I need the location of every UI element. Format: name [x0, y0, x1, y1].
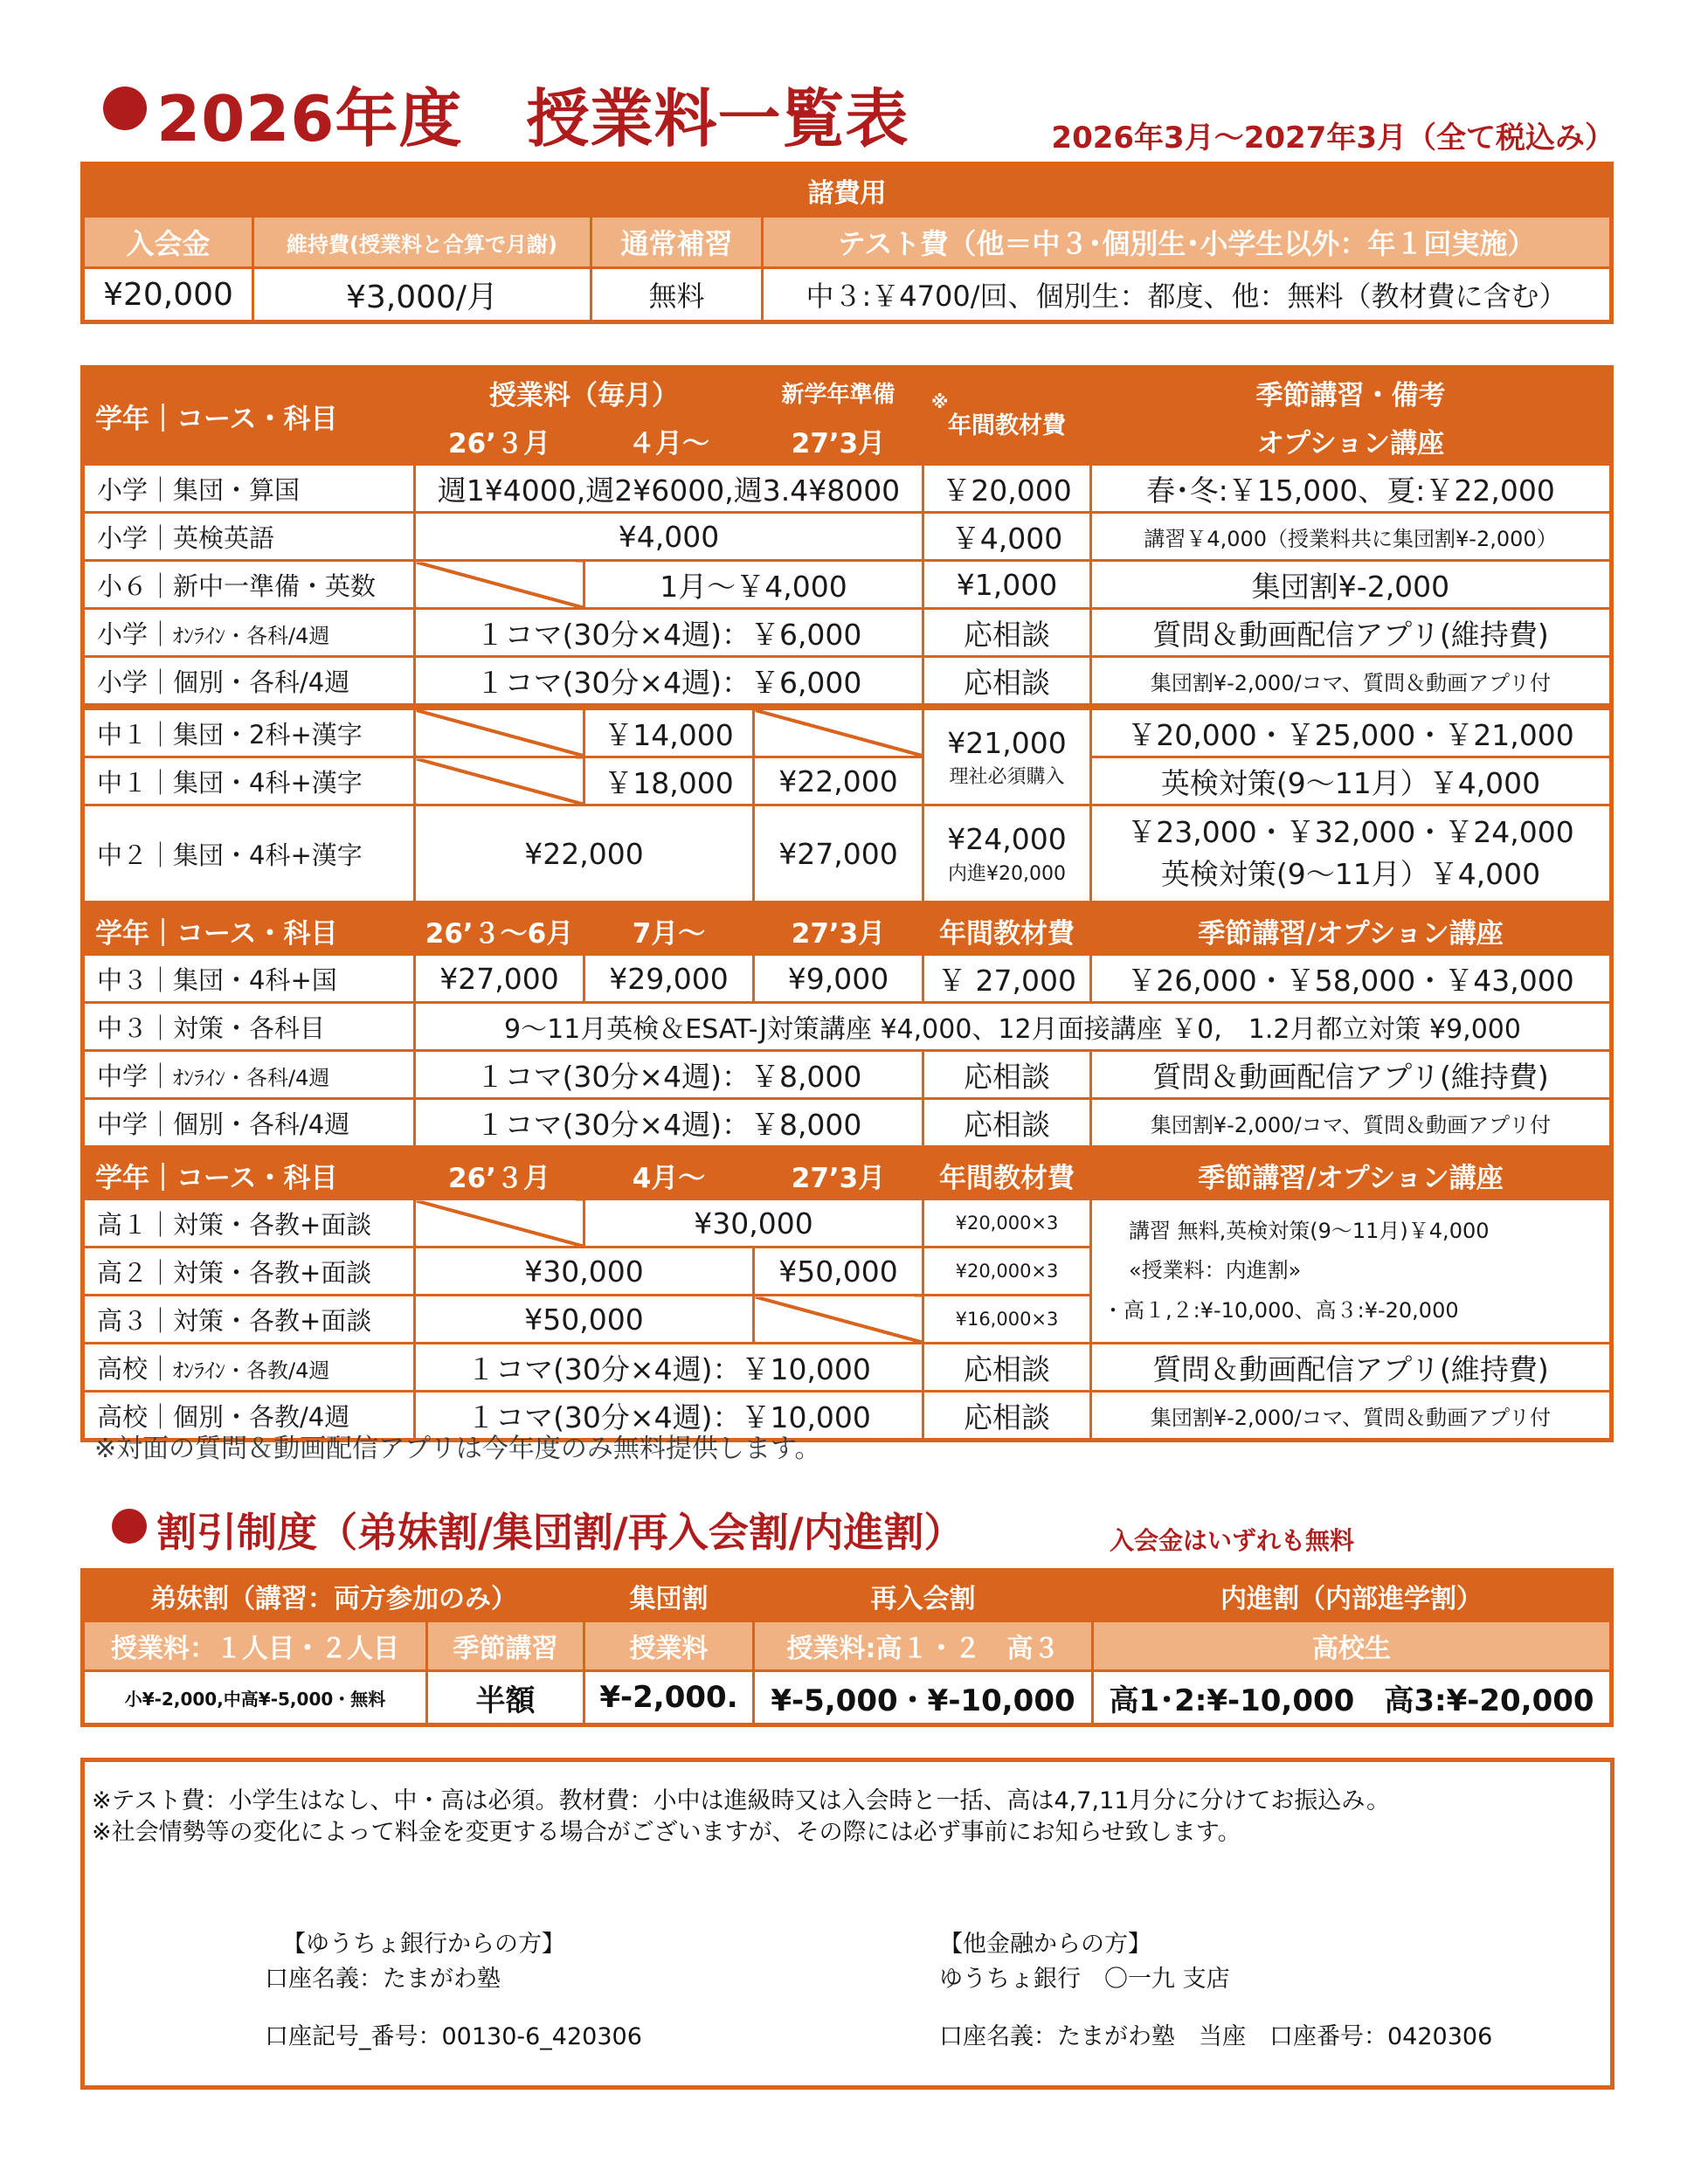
empty-cell — [415, 757, 584, 805]
note-line: ※テスト費：小学生はなし、中・高は必須。教材費：小中は進級時又は入会時と一括、高は4,7,11月分に分けてお振込み。 — [92, 1787, 1391, 1814]
col-newyear: 新学年準備 — [754, 368, 923, 417]
empty-cell — [415, 561, 584, 609]
table-row: 中学｜個別・各科/4週 １コマ(30分×4週)：￥8,000 応相談 集団割¥-2,000/コマ、質問＆動画アプリ付 — [83, 1099, 1612, 1150]
note-line: ※社会情勢等の変化によって料金を変更する場合がございますが、その際には必ず事前にお知らせ致します。 — [92, 1819, 1241, 1846]
empty-cell — [754, 1296, 923, 1344]
fee-value: 無料 — [591, 268, 763, 322]
col-material: ※ 年間教材費 — [923, 368, 1091, 465]
discount-table: 弟妹割（講習：両方参加のみ） 集団割 再入会割 内進割（内部進学割） 授業料：１人目・２人目 季節講習 授業料 授業料:高１・２ 高３ 高校生 小¥-2,000,中高¥-5,000・無料 半額 ¥-2,000. ¥-5,000・¥-10,000 高1･2:¥-10,000 高3:¥-20,000 — [80, 1568, 1614, 1727]
table-row: 小６｜新中一準備・英数 1月～￥4,000 ¥1,000 集団割¥-2,000 — [83, 561, 1612, 609]
fees-caption: 諸費用 — [83, 164, 1612, 217]
fee-value: ¥3,000/月 — [253, 268, 591, 322]
col-m3: 27’3月 — [754, 417, 923, 465]
tuition-table: 学年｜コース・科目 授業料（毎月） 新学年準備 ※ 年間教材費 季節講習・備考 26’３月 ４月～ 27’3月 オプション講座 小学｜集団・算国 週1¥4000,週2¥6000,週3.4¥8000 ￥20,000 春･冬:￥15,000、夏:￥22,000 小学｜英検英語 ¥4,000 ￥4,000 講習￥4,000（授業料共に集団割¥-2,000） 小６｜新中一準備・英数 1月～￥4,000 ¥1,000 集団割¥-2,000 小学｜ｵﾝﾗｲﾝ・各科/4週 １コマ(30分×4週)：￥6,000 応相談 質問＆動画配信アプリ(維持費) 小学｜個別・各科/4週 １コマ(30分×4週)：￥6,000 応相談 集団割¥-2,000/コマ、質問＆動画アプリ付 中１｜集団・2科+漢字 ￥14,000 ¥21,000 理社必須購入 ￥20,000・￥25,000・￥21,000 中１｜集団・4科+漢字 ￥18,000 ¥22,000 英検対策(9～11月）￥4,000 中２｜集団・4科+漢字 ¥22,000 ¥27,000 ¥24,000 内進¥20,000 ￥23,000・￥32,000・￥24,000 英検対策(9～11月）￥4,000 学年｜コース・科目 26’３～6月 7月～ 27’3月 年間教材費 季節講習/オプション講座 中３｜集団・4科+国 ¥27,000 ¥29,000 ¥9,000 ￥ 27,000 ￥26,000・￥58,000・￥43,000 中３｜対策・各科目 9～11月英検＆ESAT-J対策講座 ¥4,000、12月面接講座 ￥0, 1.2月都立対策 ¥9,000 中学｜ｵﾝﾗｲﾝ・各科/4週 １コマ(30分×4週)：￥8,000 応相談 質問＆動画配信アプリ(維持費) 中学｜個別・各科/4週 １コマ(30分×4週)：￥8,000 応相談 集団割¥-2,000/コマ、質問＆動画アプリ付 学年｜コース・科目 26’３月 4月～ 27’3月 年間教材費 季節講習/オプション講座 高１｜対策・各教+面談 ¥30,000 ¥20,000×3 講習 無料,英検対策(9～11月)￥4,000 «授業料：内進割» ・高１,２:¥-10,000、高３:¥-20,000 高２｜対策・各教+面談 ¥30,000 ¥50,000 ¥20,000×3 高３｜対策・各教+面談 ¥50,000 ¥16,000×3 高校｜ｵﾝﾗｲﾝ・各教/4週 １コマ(30分×4週)：￥10,000 応相談 質問＆動画配信アプリ(維持費) 高校｜個別・各教/4週 １コマ(30分×4週)：￥10,000 応相談 集団割¥-2,000/コマ、質問＆動画アプリ付 — [80, 365, 1614, 1442]
page-title: 2026年度 授業料一覧表 — [156, 82, 909, 156]
table-row: 中３｜対策・各科目 9～11月英検＆ESAT-J対策講座 ¥4,000、12月面接講座 ￥0, 1.2月都立対策 ¥9,000 — [83, 1003, 1612, 1051]
fees-header: テスト費（他＝中３･個別生･小学生以外：年１回実施） — [763, 217, 1612, 268]
table-row: 中１｜集団・2科+漢字 ￥14,000 ¥21,000 理社必須購入 ￥20,000・￥25,000・￥21,000 — [83, 707, 1612, 757]
col-season: 季節講習・備考 — [1091, 368, 1612, 417]
table-row: 高２｜対策・各教+面談 ¥30,000 ¥50,000 ¥20,000×3 — [83, 1248, 1612, 1296]
empty-cell — [415, 1199, 584, 1248]
bank1-name: 口座名義：たまがわ塾 — [265, 1966, 501, 1993]
fees-header: 維持費(授業料と合算で月謝) — [253, 217, 591, 268]
col-monthly: 授業料（毎月） — [415, 368, 754, 417]
bullet-icon — [103, 86, 147, 130]
col-course: 学年｜コース・科目 — [83, 368, 415, 465]
fee-value: ¥20,000 — [83, 268, 253, 322]
title-row — [103, 68, 1614, 156]
empty-cell — [754, 707, 923, 757]
bank2-account: 口座名義：たまがわ塾 当座 口座番号：0420306 — [939, 2023, 1493, 2050]
col-option: オプション講座 — [1091, 417, 1612, 465]
table-row: 中学｜ｵﾝﾗｲﾝ・各科/4週 １コマ(30分×4週)：￥8,000 応相談 質問＆動画配信アプリ(維持費) — [83, 1051, 1612, 1099]
col-m1: 26’３月 — [415, 417, 584, 465]
table-row: 小学｜ｵﾝﾗｲﾝ・各科/4週 １コマ(30分×4週)：￥6,000 応相談 質問＆動画配信アプリ(維持費) — [83, 609, 1612, 657]
bullet-icon — [112, 1509, 147, 1544]
table-row: 高３｜対策・各教+面談 ¥50,000 ¥16,000×3 — [83, 1296, 1612, 1344]
col-m2: ４月～ — [584, 417, 754, 465]
period-label: 2026年3月～2027年3月（全て税込み） — [1051, 121, 1614, 156]
fees-table — [80, 162, 1614, 324]
discount-title: 割引制度（弟妹割/集団割/再入会割/内進割） — [112, 1501, 965, 1559]
bank2-branch: ゆうちょ銀行 〇一九 支店 — [939, 1966, 1230, 1993]
notes-box — [80, 1758, 1614, 2090]
table-row: 小学｜集団・算国 週1¥4000,週2¥6000,週3.4¥8000 ￥20,000 春･冬:￥15,000、夏:￥22,000 — [83, 465, 1612, 513]
fees-header: 通常補習 — [591, 217, 763, 268]
table-row: 小学｜英検英語 ¥4,000 ￥4,000 講習￥4,000（授業料共に集団割¥-2,000） — [83, 513, 1612, 561]
table-row: 中２｜集団・4科+漢字 ¥22,000 ¥27,000 ¥24,000 内進¥20,000 ￥23,000・￥32,000・￥24,000 英検対策(9～11月）￥4,000 — [83, 805, 1612, 905]
table-row: 高１｜対策・各教+面談 ¥30,000 ¥20,000×3 講習 無料,英検対策(9～11月)￥4,000 «授業料：内進割» ・高１,２:¥-10,000、高３:¥-20,000 — [83, 1199, 1612, 1248]
empty-cell — [415, 707, 584, 757]
high-note: 講習 無料,英検対策(9～11月)￥4,000 «授業料：内進割» ・高１,２:¥-10,000、高３:¥-20,000 — [1091, 1199, 1612, 1344]
discount-note: 入会金はいずれも無料 — [1110, 1526, 1355, 1555]
fees-header: 入会金 — [83, 217, 253, 268]
table-row: 高校｜ｵﾝﾗｲﾝ・各教/4週 １コマ(30分×4週)：￥10,000 応相談 質問＆動画配信アプリ(維持費) — [83, 1344, 1612, 1392]
bank1-title: 【ゆうちょ銀行からの方】 — [282, 1931, 565, 1958]
table-row: 中３｜集団・4科+国 ¥27,000 ¥29,000 ¥9,000 ￥ 27,000 ￥26,000・￥58,000・￥43,000 — [83, 955, 1612, 1003]
table-row: 高校｜個別・各教/4週 １コマ(30分×4週)：￥10,000 応相談 集団割¥-2,000/コマ、質問＆動画アプリ付 — [83, 1392, 1612, 1441]
bank1-number: 口座記号_番号：00130-6_420306 — [265, 2023, 642, 2050]
table-row: 中１｜集団・4科+漢字 ￥18,000 ¥22,000 英検対策(9～11月）￥4,000 — [83, 757, 1612, 805]
fee-value: 中３:￥4700/回、個別生：都度、他：無料（教材費に含む） — [763, 268, 1612, 322]
tuition-footnote: ※対面の質問＆動画配信アプリは今年度のみ無料提供します。 — [94, 1434, 821, 1464]
bank2-title: 【他金融からの方】 — [939, 1931, 1151, 1958]
table-row: 小学｜個別・各科/4週 １コマ(30分×4週)：￥6,000 応相談 集団割¥-2,000/コマ、質問＆動画アプリ付 — [83, 657, 1612, 708]
